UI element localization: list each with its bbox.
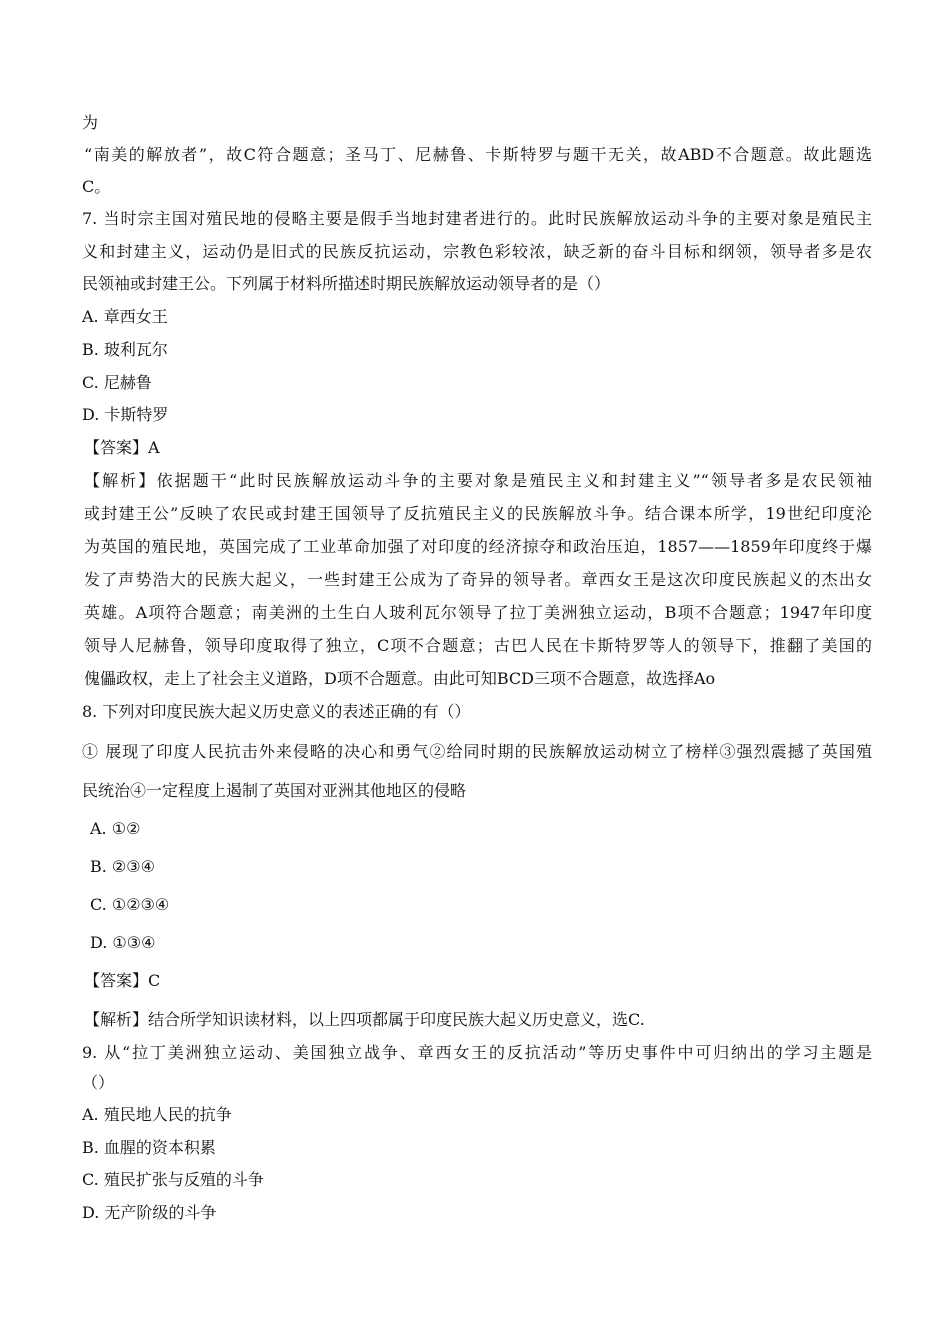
question-7-explanation: 领导人尼赫鲁，领导印度取得了独立，C项不合题意；古巴人民在卡斯特罗等人的领导下，推翻了美国的 — [84, 636, 872, 655]
question-9-stem: （） — [82, 1073, 115, 1092]
question-8-statements: 民统治④一定程度上遏制了英国对亚洲其他地区的侵略 — [82, 781, 467, 800]
question-7-explanation: 傀儡政权，走上了社会主义道路，D项不合题意。由此可知BCD三项不合题意，故选择Ao — [84, 669, 716, 688]
question-8-explanation: 【解析】结合所学知识读材料，以上四项都属于印度民族大起义历史意义，选C. — [84, 1010, 645, 1029]
question-8-stem: 8. 下列对印度民族大起义历史意义的表述正确的有（） — [82, 702, 471, 721]
question-7-explanation: 为英国的殖民地，英国完成了工业革命加强了对印度的经济掠夺和政治压迫，1857——1859年印度终于爆 — [84, 537, 872, 556]
question-7-option-a: A. 章西女王 — [82, 307, 168, 326]
question-7-explanation: 或封建王公”反映了农民或封建王国领导了反抗殖民主义的民族解放斗争。结合课本所学，19世纪印度沦 — [84, 504, 872, 523]
question-9-stem: 9. 从“拉丁美洲独立运动、美国独立战争、章西女王的反抗活动”等历史事件中可归纳出的学习主题是 — [82, 1043, 872, 1062]
question-7-explanation: 英雄。A项符合题意；南美洲的土生白人玻利瓦尔领导了拉丁美洲独立运动，B项不合题意；1947年印度 — [84, 603, 872, 622]
question-7-answer: 【答案】A — [84, 438, 160, 457]
question-9-option-d: D. 无产阶级的斗争 — [82, 1203, 217, 1222]
prev-explanation-line: C。 — [82, 177, 111, 196]
prev-explanation-line: 为 — [82, 113, 99, 132]
question-9-option-c: C. 殖民扩张与反殖的斗争 — [82, 1170, 264, 1189]
question-7-option-c: C. 尼赫鲁 — [82, 373, 152, 392]
question-9-option-a: A. 殖民地人民的抗争 — [82, 1105, 232, 1124]
question-8-answer: 【答案】C — [84, 971, 161, 990]
question-7-option-b: B. 玻利瓦尔 — [82, 340, 168, 359]
question-7-explanation: 发了声势浩大的民族大起义，一些封建王公成为了奇异的领导者。章西女王是这次印度民族起义的杰出女 — [84, 570, 872, 589]
question-7-explanation: 【解析】依据题干“此时民族解放运动斗争的主要对象是殖民主义和封建主义”“领导者多是农民领袖 — [84, 471, 872, 490]
prev-explanation-line: “南美的解放者”，故C符合题意；圣马丁、尼赫鲁、卡斯特罗与题干无关，故ABD不合题意。故此题选 — [84, 145, 872, 164]
question-9-option-b: B. 血腥的资本积累 — [82, 1138, 216, 1157]
question-7-option-d: D. 卡斯特罗 — [82, 405, 169, 424]
question-7-stem: 义和封建主义，运动仍是旧式的民族反抗运动，宗教色彩较浓，缺乏新的奋斗目标和纲领，领导者多是农 — [82, 242, 872, 261]
question-8-option-a: A. ①② — [90, 819, 141, 838]
question-8-option-b: B. ②③④ — [90, 857, 155, 876]
question-7-stem: 民领袖或封建王公。下列属于材料所描述时期民族解放运动领导者的是（） — [82, 274, 611, 293]
question-8-option-d: D. ①③④ — [90, 933, 156, 952]
question-7-stem: 7. 当时宗主国对殖民地的侵略主要是假手当地封建者进行的。此时民族解放运动斗争的主要对象是殖民主 — [82, 209, 872, 228]
question-8-statements: ① 展现了印度人民抗击外来侵略的决心和勇气②给同时期的民族解放运动树立了榜样③强烈震撼了英国殖 — [82, 742, 872, 761]
question-8-option-c: C. ①②③④ — [90, 895, 170, 914]
